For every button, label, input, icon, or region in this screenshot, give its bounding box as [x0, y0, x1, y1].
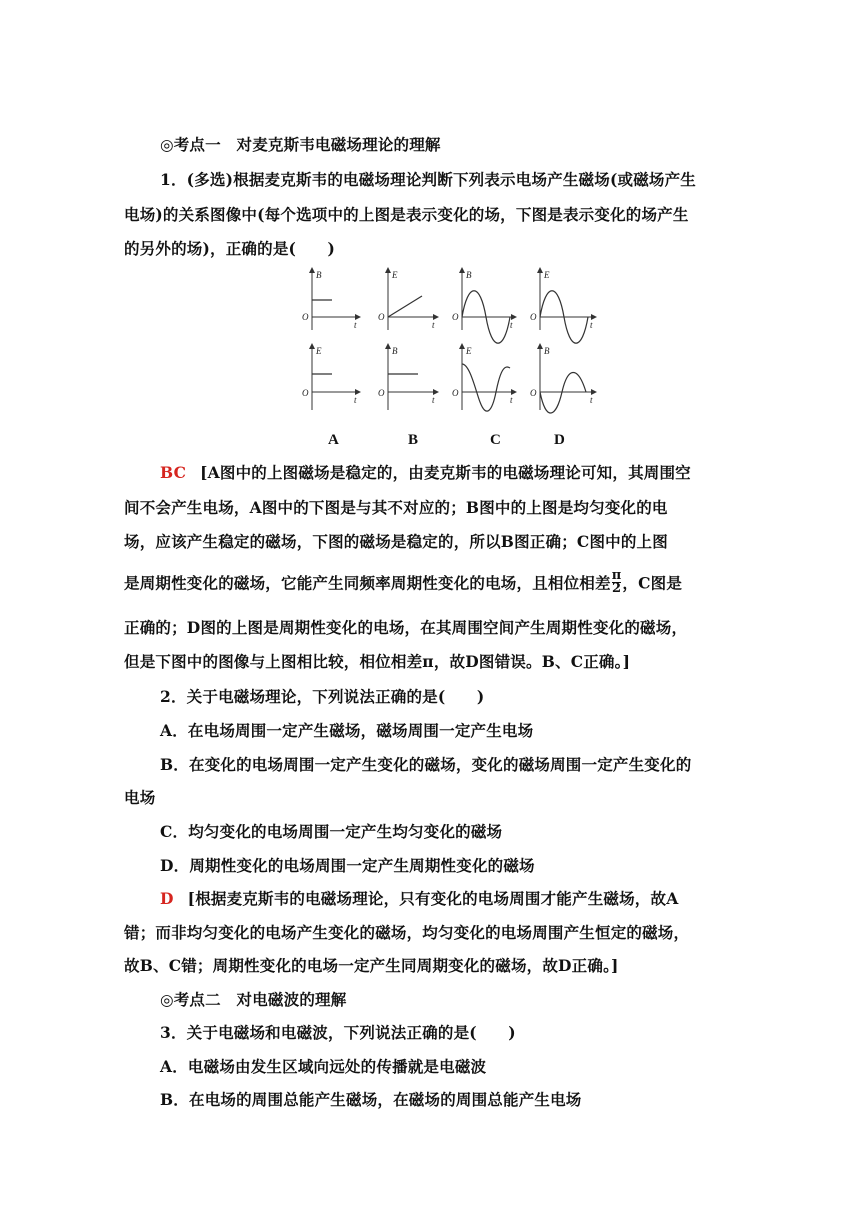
- axis-label-b-bottom: B: [392, 346, 398, 356]
- origin-label: O: [302, 388, 309, 398]
- question-3-option-b: B．在电场的周围总能产生磁场，在磁场的周围总能产生电场: [160, 1090, 582, 1109]
- answer-badge: BC: [160, 463, 187, 482]
- question-2-explanation-line-1: D [根据麦克斯韦的电磁场理论，只有变化的电场周围才能产生磁场，故A: [160, 889, 679, 908]
- time-label: t: [354, 320, 357, 330]
- origin-label: O: [530, 388, 537, 398]
- question-2-option-a: A．在电场周围一定产生磁场，磁场周围一定产生电场: [160, 721, 534, 740]
- question-1-stem-line-3: 的另外的场)，正确的是( ): [124, 239, 336, 258]
- figure-option-c-label: C: [490, 432, 501, 448]
- axis-label-a-top: B: [316, 270, 322, 280]
- question-2-explanation-line-3: 故B、C错；周期性变化的电场一定产生同周期变化的磁场，故D正确。]: [124, 956, 619, 975]
- question-2-option-c: C．均匀变化的电场周围一定产生均匀变化的磁场: [160, 822, 503, 841]
- axis-label-c-bottom: E: [466, 346, 472, 356]
- time-label: t: [510, 320, 513, 330]
- question-2-explanation-line-2: 错；而非均匀变化的电场产生变化的磁场，均匀变化的电场周围产生恒定的磁场，: [124, 923, 690, 942]
- time-label: t: [354, 395, 357, 405]
- pi-over-2-fraction: $\frac{\pi}{2}$: [611, 568, 622, 596]
- axis-label-a-bottom: E: [316, 346, 322, 356]
- origin-label: O: [452, 312, 459, 322]
- question-1-explanation-line-3: 场，应该产生稳定的磁场，下图的磁场是稳定的，所以B图正确；C图中的上图: [124, 532, 668, 551]
- answer-badge: D: [160, 889, 174, 908]
- question-2-option-d: D．周期性变化的电场周围一定产生周期性变化的磁场: [160, 856, 535, 875]
- question-1-explanation-line-1: BC [A图中的上图磁场是稳定的，由麦克斯韦的电磁场理论可知，其周围空: [160, 463, 691, 482]
- question-3-stem: 3．关于电磁场和电磁波，下列说法正确的是( ): [160, 1023, 516, 1042]
- time-label: t: [432, 395, 435, 405]
- figure-option-d-label: D: [554, 432, 565, 448]
- field-graphs-figure: [290, 262, 610, 422]
- origin-label: O: [302, 312, 309, 322]
- time-label: t: [510, 395, 513, 405]
- question-2-option-b: B．在变化的电场周围一定产生变化的磁场，变化的磁场周围一定产生变化的: [160, 755, 692, 774]
- time-label: t: [432, 320, 435, 330]
- origin-label: O: [378, 388, 385, 398]
- figure-option-b-label: B: [408, 432, 419, 448]
- time-label: t: [590, 395, 593, 405]
- section-heading-1: ◎考点一 对麦克斯韦电磁场理论的理解: [160, 135, 441, 154]
- question-1-explanation-line-2: 间不会产生电场，A图中的下图是与其不对应的；B图中的上图是均匀变化的电: [124, 498, 668, 517]
- time-label: t: [590, 320, 593, 330]
- question-2-stem: 2．关于电磁场理论，下列说法正确的是( ): [160, 687, 485, 706]
- question-1-stem-line-2: 电场)的关系图像中(每个选项中的上图是表示变化的场，下图是表示变化的场产生: [124, 205, 689, 224]
- question-2-option-b-cont: 电场: [124, 788, 156, 807]
- origin-label: O: [452, 388, 459, 398]
- question-1-explanation-line-6: 但是下图中的图像与上图相比较，相位相差π，故D图错误。B、C正确。]: [124, 652, 631, 671]
- figure-option-a-label: A: [328, 432, 339, 448]
- question-1-stem-line-1: 1．(多选)根据麦克斯韦的电磁场理论判断下列表示电场产生磁场(或磁场产生: [160, 170, 696, 189]
- section-heading-2: ◎考点二 对电磁波的理解: [160, 990, 347, 1009]
- origin-label: O: [378, 312, 385, 322]
- axis-label-d-top: E: [544, 270, 550, 280]
- question-3-option-a: A．电磁场由发生区域向远处的传播就是电磁波: [160, 1057, 487, 1076]
- axis-label-b-top: E: [392, 270, 398, 280]
- axis-label-c-top: B: [466, 270, 472, 280]
- question-1-explanation-line-5: 正确的；D图的上图是周期性变化的电场，在其周围空间产生周期性变化的磁场，: [124, 618, 688, 637]
- axis-label-d-bottom: B: [544, 346, 550, 356]
- origin-label: O: [530, 312, 537, 322]
- question-1-explanation-line-4: 是周期性变化的磁场，它能产生同频率周期性变化的电场，且相位相差 $\frac{\pi}{2}$ ，C图是: [124, 568, 683, 596]
